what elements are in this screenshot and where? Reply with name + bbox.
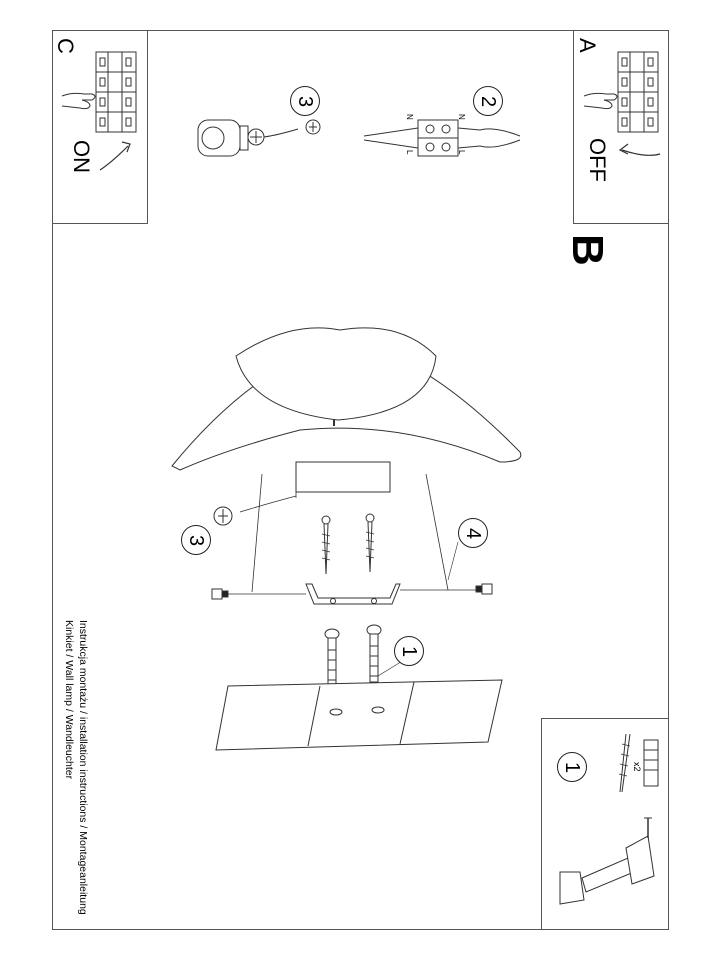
mounting-bracket: [306, 584, 400, 604]
drill-icon: [560, 818, 654, 904]
wall-lamp-body: [172, 328, 521, 492]
panel-b-letter: B: [563, 234, 612, 266]
caption-line-2: Kinkiet / Wall lamp / Wandleuchter: [63, 620, 75, 780]
ground-wire: [240, 496, 296, 512]
screw-right: [366, 514, 374, 572]
panel-a-letter: A: [575, 38, 600, 53]
step-marker-dowels: 1: [394, 636, 424, 666]
panel-a-state: OFF: [585, 138, 610, 182]
terminal-block-icon: [364, 120, 520, 156]
step-marker-kit: 1: [557, 752, 587, 782]
side-screw-right: [476, 584, 492, 594]
step-marker-ground-top: 3: [290, 86, 320, 116]
kit-quantity: x2: [632, 762, 642, 772]
ground-connection-detail: [198, 120, 320, 156]
step-marker-ground-main: 3: [181, 525, 211, 555]
screw-left: [322, 516, 330, 574]
ground-icon-main: [214, 507, 232, 525]
panel-c-letter: C: [53, 38, 78, 54]
wiring-label-l-right: L: [457, 150, 466, 155]
wiring-label-n-right: N: [457, 114, 466, 120]
step-marker-screws: 4: [458, 518, 488, 548]
dowel-left: [325, 629, 339, 686]
dowel-right: [367, 625, 381, 682]
step-marker-wiring: 2: [473, 86, 503, 116]
side-screw-left: [212, 589, 228, 599]
caption-line-1: Instrukcja montażu / installation instructions / Montageanleitung: [77, 620, 89, 915]
wall-surface: [216, 680, 502, 750]
wiring-label-l-left: L: [405, 150, 414, 155]
wiring-label-n-left: N: [405, 114, 414, 120]
panel-c-state: ON: [69, 140, 94, 173]
